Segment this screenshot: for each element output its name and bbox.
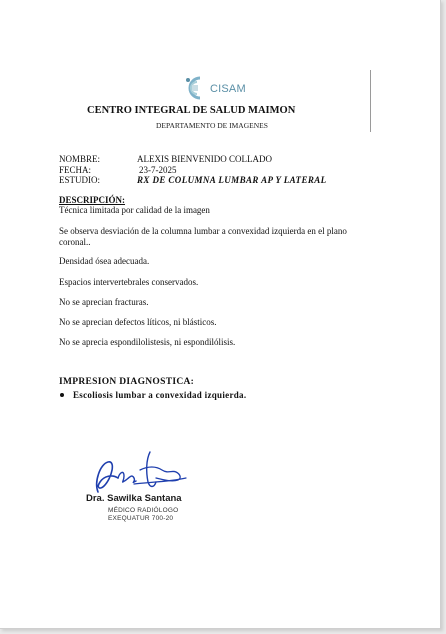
impression-heading: IMPRESION DIAGNOSTICA:: [59, 377, 195, 387]
finding-item: No se aprecian fracturas.: [59, 297, 149, 307]
handwritten-signature-icon: [90, 448, 190, 496]
description-section: [59, 195, 379, 347]
logo-text: CISAM: [210, 83, 246, 95]
date-row: [59, 165, 327, 176]
signer-title: MÉDICO RADIÓLOGO: [108, 507, 179, 514]
impression-section: [59, 377, 247, 400]
patient-info: [59, 154, 327, 186]
finding-item: Densidad ósea adecuada.: [59, 256, 150, 266]
name-label: NOMBRE:: [59, 154, 101, 164]
finding-item: Se observa desviación de la columna lumbar a convexidad izquierda en el plano coronal..: [59, 226, 347, 247]
date-value: 23-7-2025: [139, 164, 177, 175]
description-heading: DESCRIPCIÓN:: [59, 195, 126, 205]
department-name: DEPARTAMENTO DE IMAGENES: [156, 121, 268, 130]
impression-text: Escoliosis lumbar a convexidad izquierda.: [73, 390, 247, 400]
date-label: FECHA:: [59, 164, 92, 175]
signer-name: Dra. Sawilka Santana: [86, 493, 182, 504]
cisam-logo: [180, 74, 270, 102]
name-value: ALEXIS BIENVENIDO COLLADO: [137, 154, 272, 164]
finding-item: Espacios intervertebrales conservados.: [59, 277, 199, 287]
page-margin-line: [370, 70, 371, 132]
finding-item: Técnica limitada por calidad de la imagen: [59, 205, 210, 215]
study-value: RX DE COLUMNA LUMBAR AP Y LATERAL: [137, 175, 327, 185]
organization-name: CENTRO INTEGRAL DE SALUD MAIMON: [87, 105, 296, 116]
signer-exequatur: EXEQUATUR 700-20: [108, 515, 174, 522]
cisam-logo-icon: [180, 74, 212, 102]
study-label: ESTUDIO:: [59, 175, 100, 185]
finding-item: No se aprecia espondilolistesis, ni espondilólisis.: [59, 337, 236, 347]
finding-item: No se aprecian defectos líticos, ni blásticos.: [59, 317, 217, 327]
study-row: [59, 175, 327, 186]
bullet-icon: [60, 393, 64, 397]
impression-item: [73, 390, 246, 400]
patient-name-row: [59, 154, 327, 165]
